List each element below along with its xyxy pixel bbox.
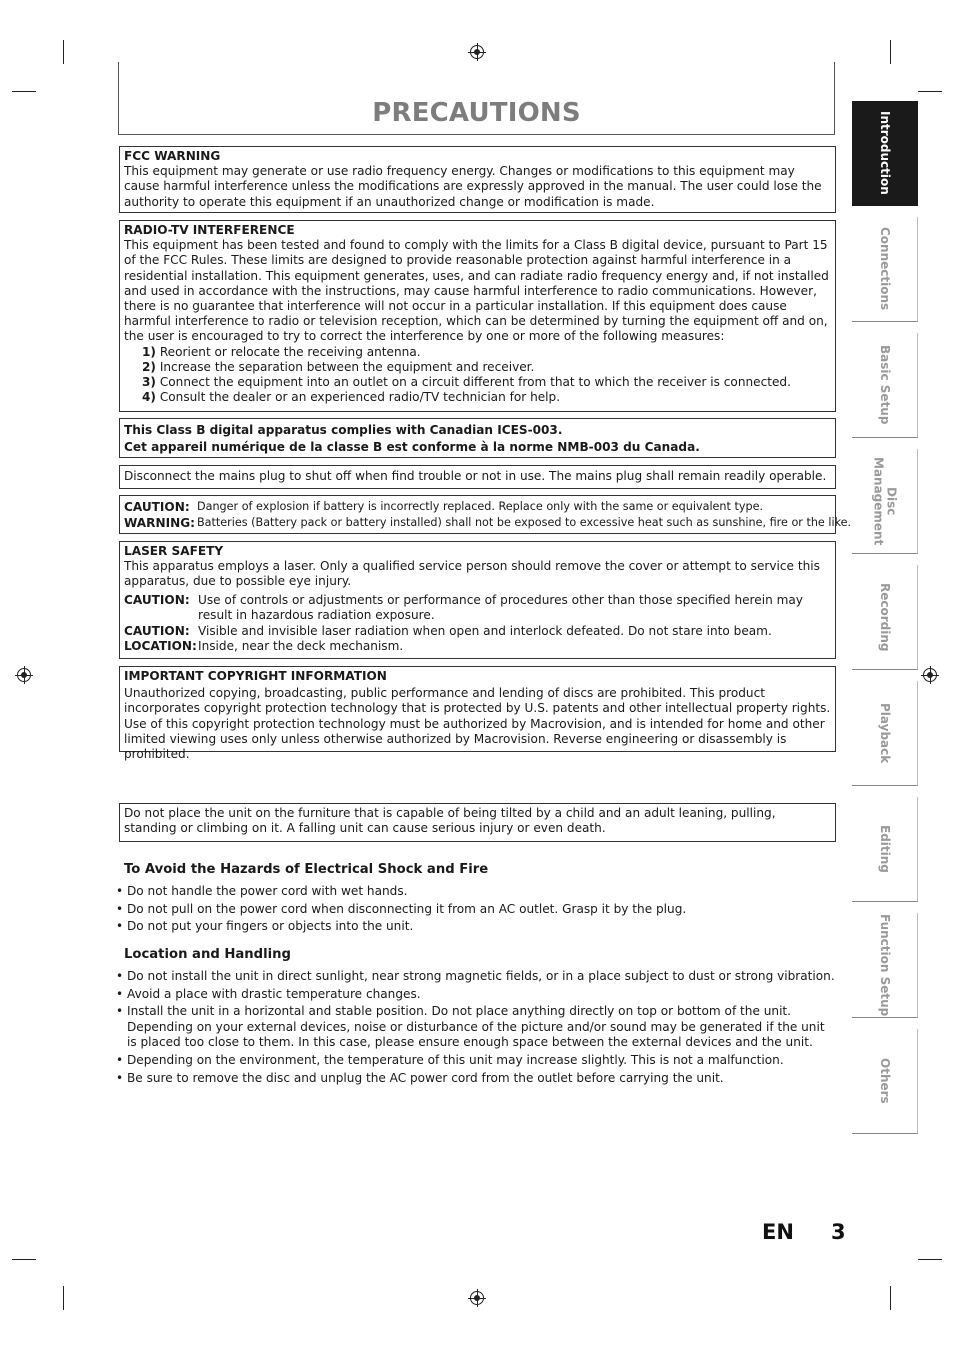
radio-tv-box xyxy=(119,220,836,412)
fcc-warning-box xyxy=(119,146,836,213)
radio-tv-text: This equipment has been tested and found to comply with the limits for a Class B digital device, pursuant to Part 15 of the FCC Rules. These limits are designed to provide reasonable protection against harmful interference in a residential installation. This equipment generates, uses, and can radiate radio frequency energy and, if not installed and used in accordance with the instructions, may cause harmful interference to radio communications. However, there is no guarantee that interference will not occur in a particular installation. If this equipment does cause harmful interference to radio or television reception, which can be determined by turning the equipment off and on, the user is encouraged to try to correct the interference by one or more of the following measures: xyxy=(124,238,829,344)
registration-mark-icon xyxy=(923,668,937,682)
section-tabs xyxy=(852,101,918,1145)
tab-playback[interactable]: Playback xyxy=(852,681,918,786)
copyright-text: Unauthorized copying, broadcasting, public performance and lending of discs are prohibited. This product incorporates copyright protection technology that is protected by U.S. patents and other intellectual property rights. Use of this copyright protection technology must be authorized by Macrovision, and is intended for home and other limited viewing uses only unless otherwise authorized by Macrovision. Reverse engineering or disassembly is prohibited. xyxy=(124,686,831,762)
canada-box xyxy=(119,418,836,458)
laser-location-row xyxy=(124,639,831,654)
mains-text: Disconnect the mains plug to shut off when find trouble or not in use. The mains plug shall remain readily operable. xyxy=(124,469,827,483)
fcc-heading: FCC WARNING xyxy=(124,149,221,163)
list-item: • Depending on the environment, the temperature of this unit may increase slightly. This is not a malfunction. xyxy=(116,1053,836,1069)
laser-caution-row xyxy=(124,624,831,639)
measure-item: 4) Consult the dealer or an experienced radio/TV technician for help. xyxy=(142,390,561,405)
list-item: • Do not put your fingers or objects into the unit. xyxy=(116,919,836,935)
tab-disc-management[interactable]: Disc Management xyxy=(852,449,918,554)
crop-mark xyxy=(890,40,891,64)
shock-list xyxy=(116,884,836,937)
location-label: LOCATION: xyxy=(124,639,197,654)
shock-heading: To Avoid the Hazards of Electrical Shock and Fire xyxy=(124,862,489,877)
location-text: Inside, near the deck mechanism. xyxy=(198,639,404,654)
measure-item: 1) Reorient or relocate the receiving antenna. xyxy=(142,344,421,359)
crop-mark xyxy=(918,1259,942,1260)
list-item: • Be sure to remove the disc and unplug the AC power cord from the outlet before carrying the unit. xyxy=(116,1071,836,1087)
list-item: • Install the unit in a horizontal and stable position. Do not place anything directly on top or bottom of the unit. Depending on your external devices, noise or disturbance of the picture and/or sound may be generated if the unit is placed too close to them. In this case, please ensure enough space between the external devices and the unit. xyxy=(116,1004,836,1051)
tab-function-setup[interactable]: Function Setup xyxy=(852,913,918,1018)
fcc-text: This equipment may generate or use radio frequency energy. Changes or modifications to this equipment may cause harmful interference unless the modifications are expressly approved in the manual. The user could lose the authority to operate this equipment if an unauthorized change or modification is made. xyxy=(124,164,822,209)
measure-item: 3) Connect the equipment into an outlet on a circuit different from that to which the receiver is connected. xyxy=(142,375,791,390)
page-title: PRECAUTIONS xyxy=(372,98,581,128)
furniture-box xyxy=(119,803,836,842)
battery-box xyxy=(119,495,852,534)
caution-label: CAUTION: xyxy=(124,500,190,514)
caution-text: Use of controls or adjustments or performance of procedures other than those specified herein may result in hazardous radiation exposure. xyxy=(198,592,803,622)
location-heading: Location and Handling xyxy=(124,947,291,962)
mains-box xyxy=(119,465,836,489)
warning-text: Batteries (Battery pack or battery installed) shall not be exposed to excessive heat such as sunshine, fire or the like. xyxy=(197,516,852,529)
caution-text: Visible and invisible laser radiation when open and interlock defeated. Do not stare into beam. xyxy=(198,624,772,639)
crop-mark xyxy=(12,1259,36,1260)
registration-mark-icon xyxy=(470,1291,484,1305)
tab-connections[interactable]: Connections xyxy=(852,217,918,322)
copyright-box xyxy=(119,666,836,762)
crop-mark xyxy=(918,91,942,92)
tab-basic-setup[interactable]: Basic Setup xyxy=(852,333,918,438)
crop-mark xyxy=(12,91,36,92)
furniture-text: Do not place the unit on the furniture that is capable of being tilted by a child and an adult leaning, pulling, standing or climbing on it. A falling unit can cause serious injury or even death. xyxy=(124,806,776,836)
tab-editing[interactable]: Editing xyxy=(852,797,918,902)
registration-mark-icon xyxy=(17,668,31,682)
laser-safety-box xyxy=(119,541,836,659)
location-list xyxy=(116,969,836,1088)
laser-text: This apparatus employs a laser. Only a qualified service person should remove the cover or attempt to service this apparatus, due to possible eye injury. xyxy=(124,559,820,589)
battery-warning-row xyxy=(124,515,852,531)
copyright-heading: IMPORTANT COPYRIGHT INFORMATION xyxy=(124,669,387,683)
laser-caution-row xyxy=(124,593,831,623)
crop-mark xyxy=(63,1286,64,1310)
battery-caution-row xyxy=(124,499,831,515)
crop-mark xyxy=(890,1286,891,1310)
crop-mark xyxy=(63,40,64,64)
caution-label: CAUTION: xyxy=(124,624,190,639)
measure-item: 2) Increase the separation between the equipment and receiver. xyxy=(142,359,535,374)
language-code: EN xyxy=(762,1220,794,1244)
tab-recording[interactable]: Recording xyxy=(852,565,918,670)
list-item: • Avoid a place with drastic temperature changes. xyxy=(116,987,836,1003)
registration-mark-icon xyxy=(470,45,484,59)
caution-label: CAUTION: xyxy=(124,592,190,607)
warning-label: WARNING: xyxy=(124,516,195,530)
caution-text: Danger of explosion if battery is incorrectly replaced. Replace only with the same or equivalent type. xyxy=(197,500,764,513)
canada-line-2: Cet appareil numérique de la classe B est conforme à la norme NMB-003 du Canada. xyxy=(124,440,700,454)
list-item: • Do not handle the power cord with wet hands. xyxy=(116,884,836,900)
list-item: • Do not pull on the power cord when disconnecting it from an AC outlet. Grasp it by the plug. xyxy=(116,902,836,918)
radio-tv-heading: RADIO-TV INTERFERENCE xyxy=(124,223,295,237)
laser-heading: LASER SAFETY xyxy=(124,544,224,558)
tab-others[interactable]: Others xyxy=(852,1029,918,1134)
page-number: 3 xyxy=(831,1220,846,1244)
list-item: • Do not install the unit in direct sunlight, near strong magnetic fields, or in a place subject to dust or strong vibration. xyxy=(116,969,836,985)
title-frame xyxy=(118,62,835,135)
tab-introduction[interactable]: Introduction xyxy=(852,101,918,206)
canada-line-1: This Class B digital apparatus complies with Canadian ICES-003. xyxy=(124,423,563,437)
